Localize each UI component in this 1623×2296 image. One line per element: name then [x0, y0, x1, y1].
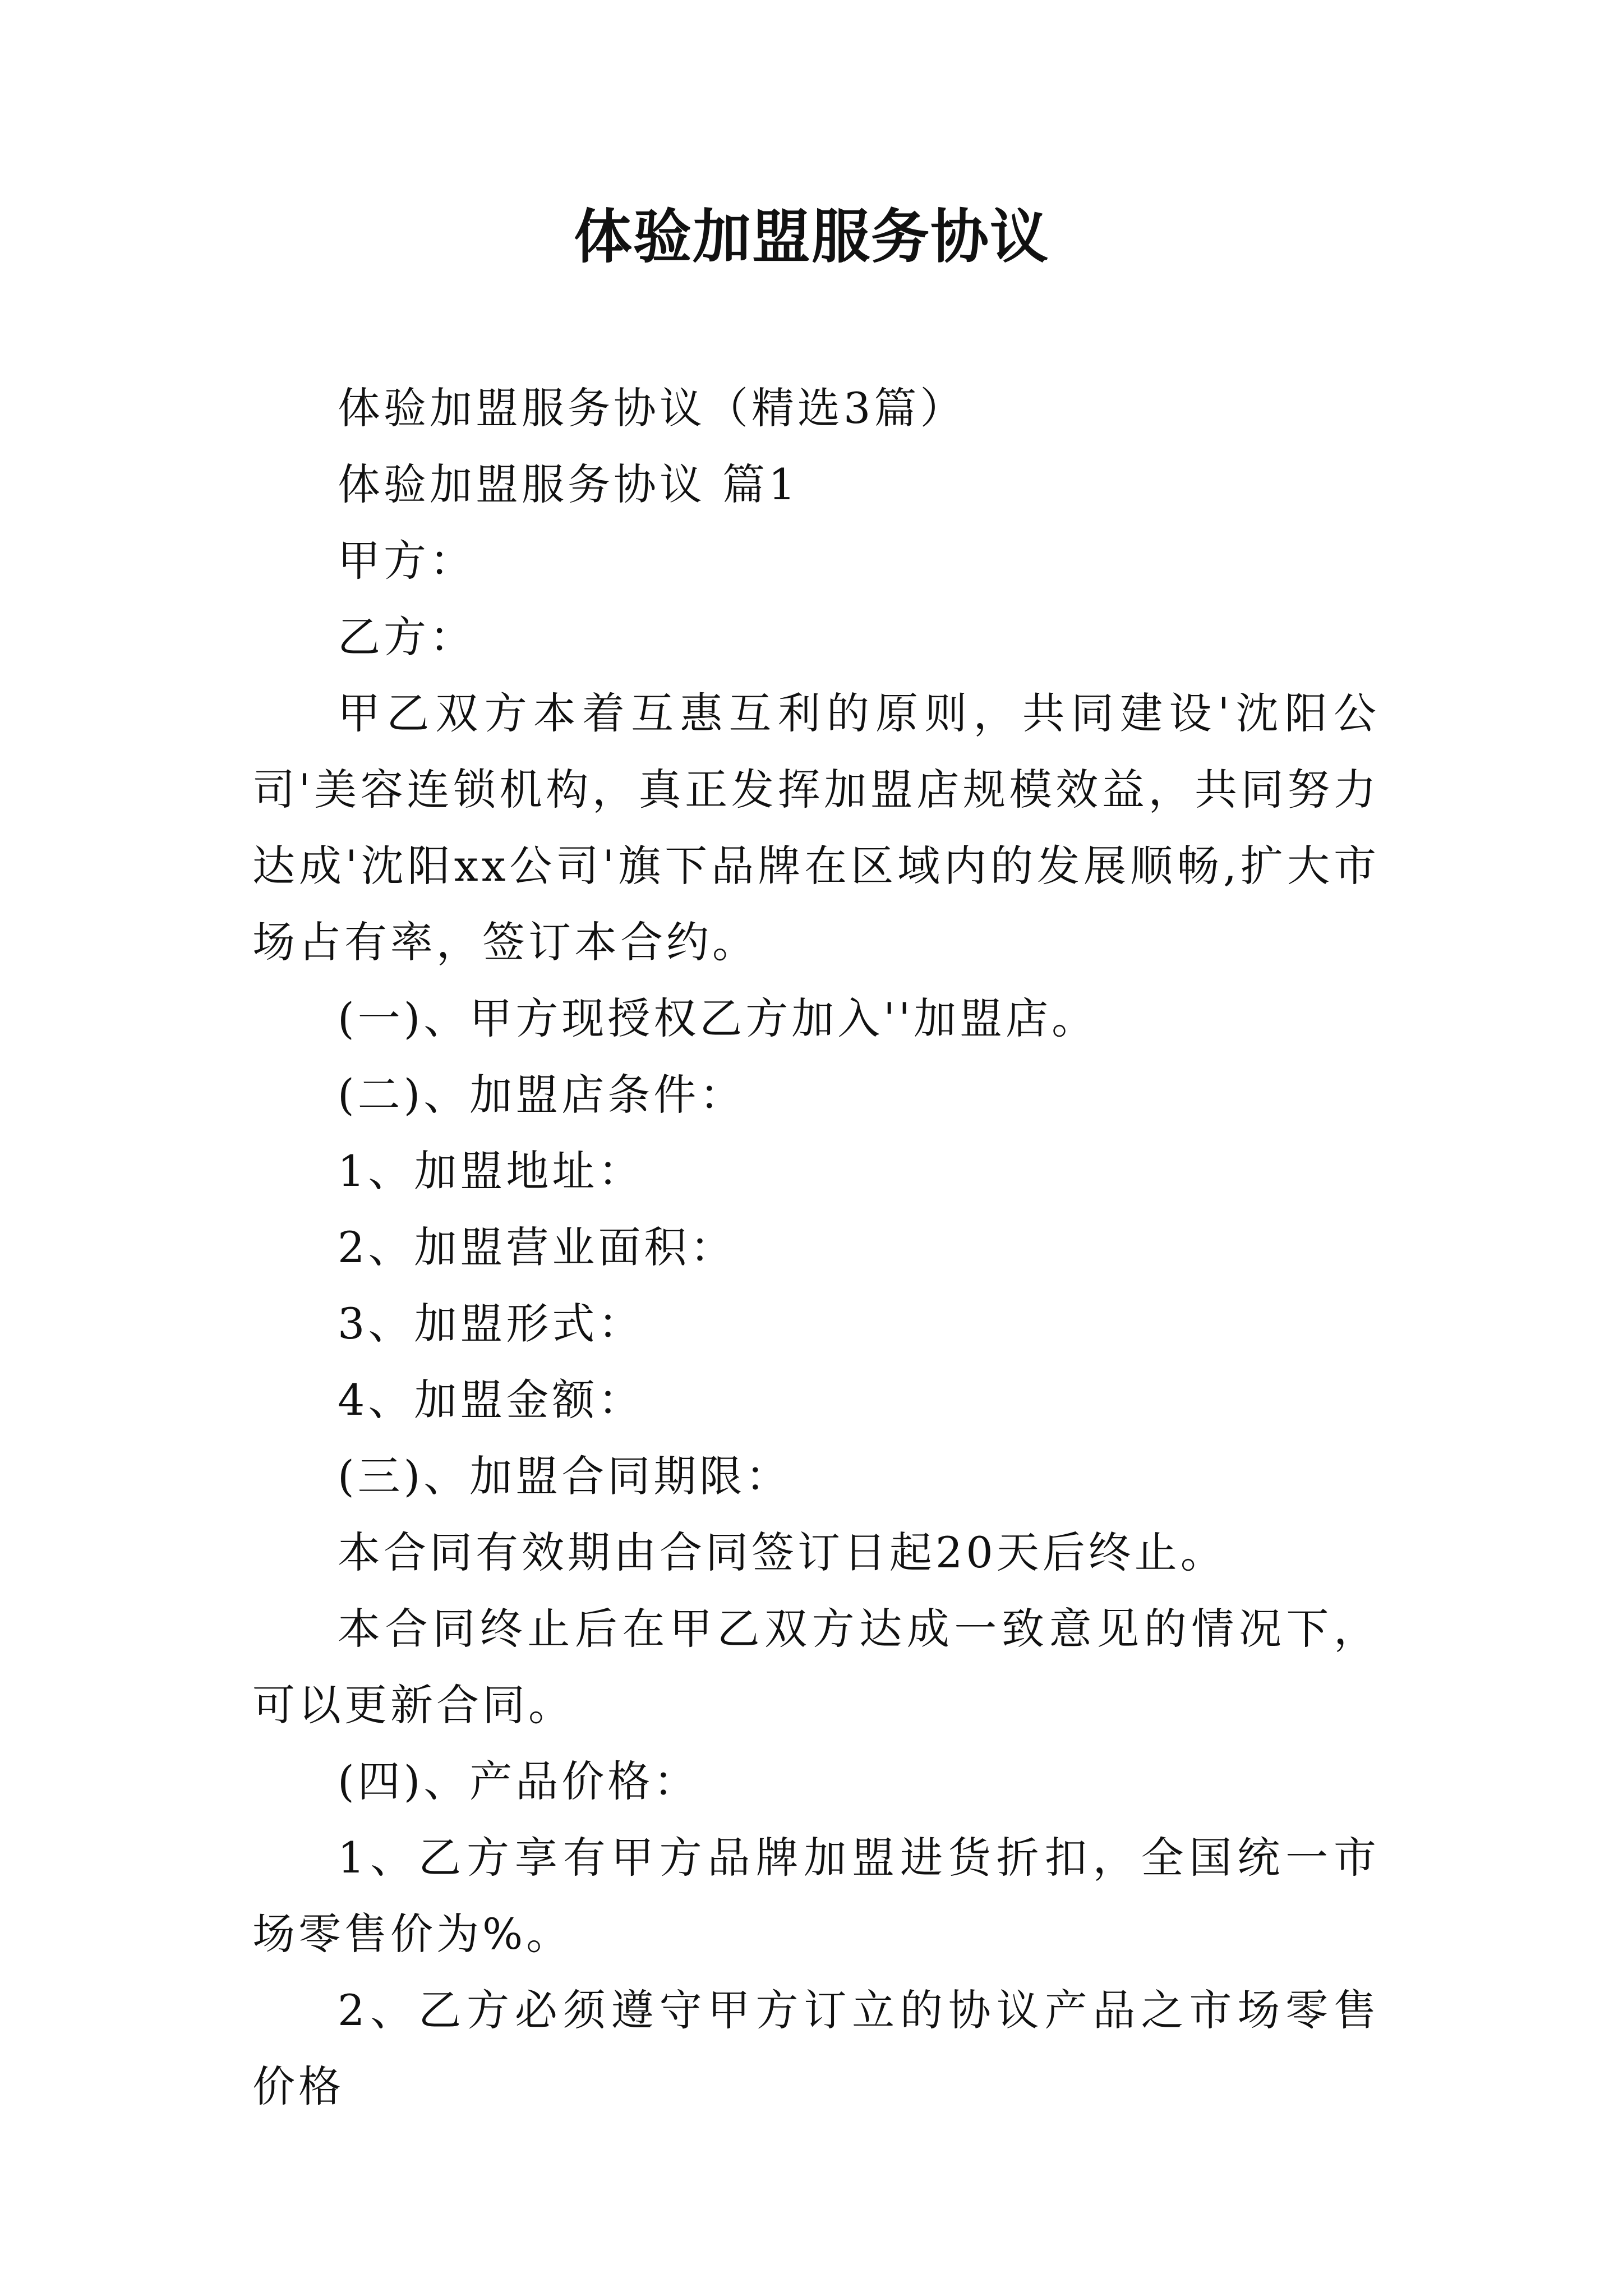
paragraph-price-1: 1、乙方享有甲方品牌加盟进货折扣，全国统一市场零售价为%。 — [252, 1833, 1380, 1959]
paragraph-preamble: 甲乙双方本着互惠互利的原则，共同建设'沈阳公司'美容连锁机构，真正发挥加盟店规模效益，共同努力达成'沈阳xx公司'旗下品牌在区域内的发展顺畅,扩大市场占有率，签订本合约。 — [252, 688, 1380, 967]
paragraph-renewal: 本合同终止后在甲乙双方达成一致意见的情况下，可以更新合同。 — [252, 1604, 1380, 1730]
document-title: 体验加盟服务协议 — [573, 203, 1049, 271]
paragraph-party-b: 乙方： — [338, 612, 476, 662]
paragraph-price-2: 2、乙方必须遵守甲方订立的协议产品之市场零售价格 — [252, 1985, 1380, 2111]
paragraph-clause-4: (四)、产品价格： — [338, 1756, 700, 1806]
paragraph-clause-3: (三)、加盟合同期限： — [338, 1451, 792, 1501]
paragraph-item-amount: 4、加盟金额： — [338, 1375, 644, 1425]
paragraph-section-heading: 体验加盟服务协议 篇1 — [338, 459, 799, 509]
paragraph-item-address: 1、加盟地址： — [338, 1146, 644, 1196]
paragraph-clause-2: (二)、加盟店条件： — [338, 1070, 746, 1120]
paragraph-item-form: 3、加盟形式： — [338, 1299, 644, 1349]
paragraph-item-area: 2、加盟营业面积： — [338, 1222, 736, 1272]
document-body — [252, 370, 1380, 2125]
paragraph-subtitle: 体验加盟服务协议（精选3篇） — [338, 383, 966, 433]
paragraph-party-a: 甲方： — [338, 536, 476, 586]
paragraph-term: 本合同有效期由合同签订日起20天后终止。 — [338, 1527, 1227, 1577]
paragraph-clause-1: (一)、甲方现授权乙方加入''加盟店。 — [338, 993, 1098, 1043]
